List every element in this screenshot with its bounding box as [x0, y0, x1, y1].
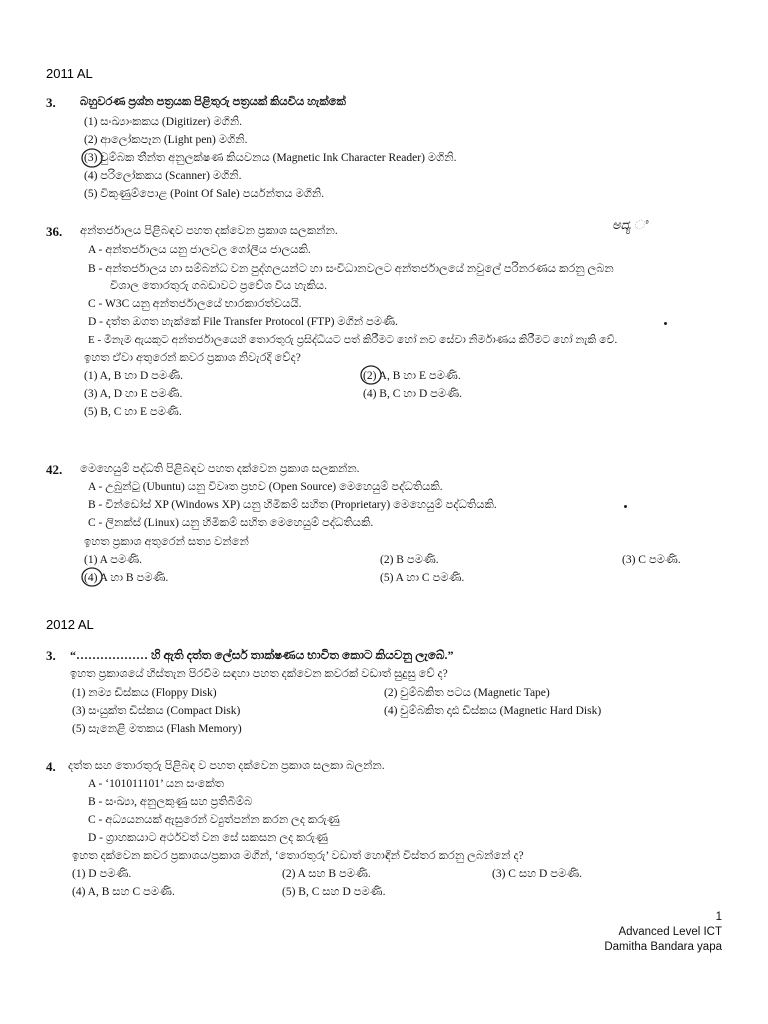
answer-circle-mark [80, 147, 104, 169]
option-5: (5) සැනෙළි මතකය (Flash Memory) [72, 723, 242, 735]
statement-a: A - අන්තර්ජාලය යනු ජාලවල ගෝලීය ජාලයකි. [88, 244, 311, 256]
ink-dot [624, 505, 627, 508]
statement-d: D - දත්ත ඔගත හැක්කේ File Transfer Protocol (FTP) මගින් පමණි. [88, 316, 398, 328]
option-3: (3) සංයුක්ත ඩිස්කය (Compact Disk) [72, 705, 241, 717]
statement-d: D - ග්‍රාහකයාට අර්ථවත් වන සේ සකසන ලද කරුණු [88, 832, 328, 844]
statement-c: C - W3C යනු අන්තර්ජාලයේ භාරකාරත්වයයි. [88, 298, 302, 310]
statement-a: A - උබුන්ටු (Ubuntu) යනු විවෘත ප්‍රභව (Open Source) මෙහෙයුම් පද්ධතියකි. [88, 481, 443, 493]
question-ask: ඉහත ප්‍රකාශ අතුරෙන් සත්‍ය වන්නේ [84, 536, 249, 548]
option-2: (2) B පමණි. [380, 554, 439, 566]
option-1: (1) සංඛ්‍යාංකකය (Digitizer) මගිනි. [84, 116, 243, 128]
question-number: 4. [46, 759, 56, 774]
statement-b: B - සංඛ්‍යා, අනුලකුණු සහ ප්‍රතිබිම්බ [88, 796, 253, 808]
option-3: (3) C සහ D පමණි. [492, 868, 583, 880]
question-stem: බහුවරණ ප්‍රශ්න පත්‍රයක පිළිතුරු පත්‍රයක් කියවිය හැක්කේ [80, 96, 346, 108]
statement-b: B - වින්ඩෝස් XP (Windows XP) යනු හිමිකම් සහිත (Proprietary) මෙහෙයුම් පද්ධතියකි. [88, 499, 497, 511]
statement-c: C - අධ්‍යයනයක් ඇසුරෙන් ව්‍යුත්පන්න කරන ලද කරුණු [88, 814, 340, 826]
option-3: (3) A, D හා E පමණි. [84, 388, 183, 400]
option-1: (1) නම්‍ය ඩිස්කය (Floppy Disk) [72, 687, 217, 699]
question-number: 36. [46, 224, 63, 239]
option-5: (5) B, C හා E පමණි. [84, 406, 182, 418]
option-4: (4) චුම්බකිත දෘඪ ඩිස්කය (Magnetic Hard Disk) [384, 705, 602, 717]
option-4: (4) B, C හා D පමණි. [363, 388, 462, 400]
answer-circle-mark [80, 566, 104, 588]
question-ask: ඉහත දක්වෙන කවර ප්‍රකාශය/ප්‍රකාශ මගින්, ‘තොරතුරු’ වඩාත් හොඳින් විස්තර කරනු ලබන්නේ ද? [72, 850, 524, 862]
option-1: (1) A, B හා D පමණි. [84, 370, 183, 382]
option-2: (2) ආලෝකපෑන (Light pen) මගිනි. [84, 134, 248, 146]
question-number: 3. [46, 648, 56, 663]
option-5: (5) විකුණුම්පොළ (Point Of Sale) පර්යන්තය මගිනි. [84, 188, 325, 200]
question-number: 42. [46, 462, 63, 477]
option-5: (5) A හා C පමණි. [380, 572, 465, 584]
question-number: 3. [46, 95, 56, 110]
option-2-circled: (2) A, B හා E පමණි. [363, 370, 461, 382]
question-stem: දත්ත සහ තොරතුරු පිළිබඳ ව පහත දක්වෙන ප්‍රකාශ සලකා බලන්න. [68, 760, 385, 772]
option-4: (4) A, B සහ C පමණි. [72, 886, 175, 898]
statement-a: A - ‘101011101’ යන සංකේත [88, 778, 225, 790]
question-ask: ඉහත ඒවා අතුරෙන් කවර ප්‍රකාශ නිවැරදි වේද? [84, 352, 301, 364]
question-ask: ඉහත ප්‍රකාශයේ හිස්තැන පිරවීම සඳහා පහත දක්වෙන කවරක් වඩාත් සුදුසු වේ ද? [70, 668, 448, 680]
statement-c: C - ලිනක්ස් (Linux) යනු හිමිකම් සහිත මෙහෙයුම් පද්ධතියකි. [88, 517, 374, 529]
statement-e: E - මිනැම ඇයකුට අන්තර්ජාලයෙහි තොරතුරු ප්‍රසිද්ධියට පත් කිරීමට හෝ නව සේවා නිර්මාණය කිරීමට හෝ නැකි වේ. [88, 334, 618, 346]
option-3-circled: (3) චුම්බක තීන්ත අනුලක්ෂණ කියවනය (Magnetic Ink Character Reader) මගිනි. [84, 152, 457, 164]
answer-circle-mark [359, 364, 383, 386]
section-year-2011: 2011 AL [46, 66, 93, 81]
ink-dot [664, 322, 667, 325]
option-5: (5) B, C සහ D පමණි. [282, 886, 386, 898]
question-stem: “……………… හි ඇති දත්ත ලේසර් තාක්ෂණය භාවිත කොට කියවනු ලැබේ.” [70, 648, 454, 662]
option-1: (1) A පමණි. [84, 554, 143, 566]
page-number: 1 [715, 911, 722, 923]
page-footer [604, 910, 722, 955]
option-4: (4) පරිලෝකකය (Scanner) මගිනි. [84, 170, 242, 182]
footer-author: Damitha Bandara yapa [604, 941, 722, 953]
statement-b-cont: විශාල තොරතුරු ගබඩාවට ප්‍රවේශ විය හැකිය. [110, 280, 327, 292]
statement-b: B - අන්තර්ජාලය හා සම්බන්ධ වන පුද්ගලයන්ට හා සංවිධානවලට අන්තර්ජාලයේ නවුලේ පරිනරණය කරනු ලබන [88, 263, 614, 275]
option-1: (1) D පමණි. [72, 868, 132, 880]
option-2: (2) A සහ B පමණි. [282, 868, 371, 880]
option-3: (3) C පමණි. [622, 554, 681, 566]
section-year-2012: 2012 AL [46, 617, 94, 632]
question-stem: අන්තර්ජාලය පිළිබඳව පහත දක්වෙන ප්‍රකාශ සලකන්න. [80, 225, 338, 237]
question-stem: මෙහෙයුම් පද්ධති පිළිබඳව පහත දක්වෙන ප්‍රකාශ සලකන්න. [80, 463, 360, 475]
footer-subject: Advanced Level ICT [618, 926, 722, 938]
option-2: (2) චුම්බකිත පටය (Magnetic Tape) [384, 687, 550, 699]
option-4-circled: (4) A හා B පමණි. [84, 572, 169, 584]
handwritten-annotation: ಅದ್ಯ ಿ [612, 218, 647, 233]
